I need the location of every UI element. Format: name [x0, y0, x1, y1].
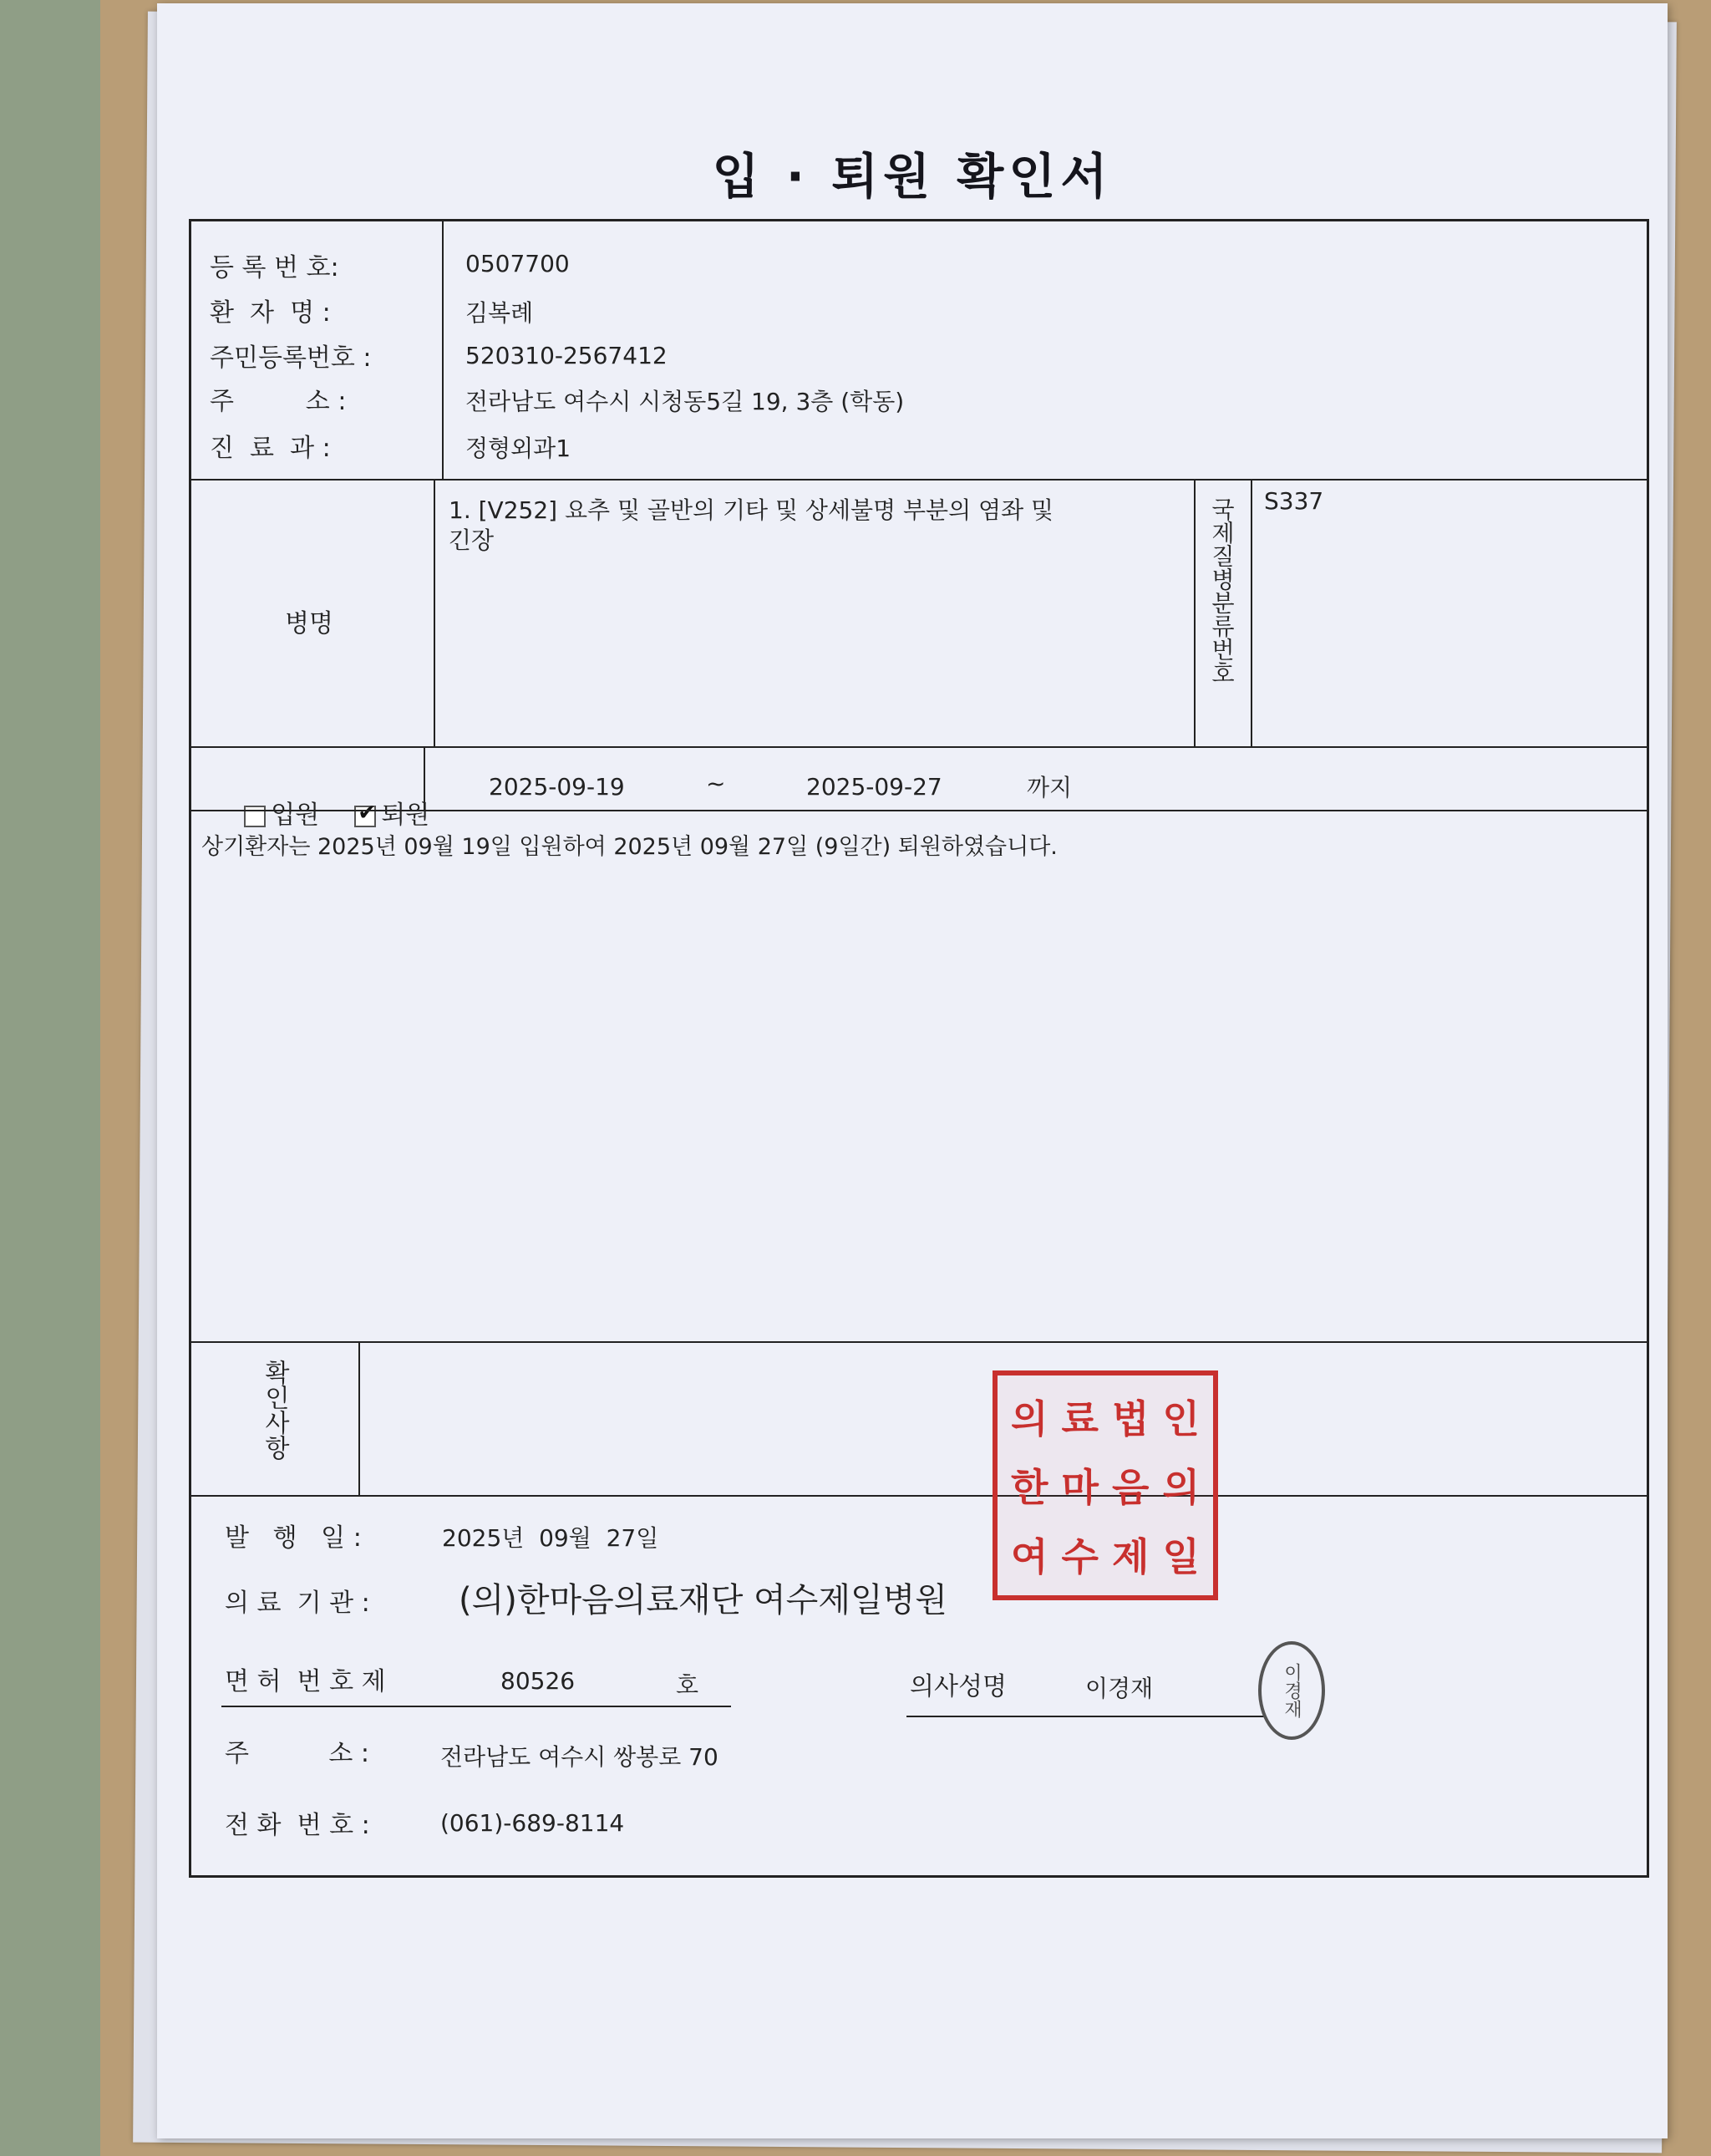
- seal-char: 수: [1061, 1533, 1099, 1579]
- seal-char: 료: [1061, 1396, 1099, 1442]
- discharge-checkbox[interactable]: [354, 800, 377, 827]
- diagnosis-line-1: 1. [V252] 요추 및 골반의 기타 및 상세불명 부분의 염좌 및: [449, 496, 1054, 524]
- issue-date-label: 발 행 일 :: [225, 1523, 362, 1553]
- admission-label: 입원: [271, 801, 320, 830]
- stay-start-date: 2025-09-19: [489, 773, 625, 801]
- license-underline: [221, 1706, 731, 1707]
- seal-char: 음: [1112, 1465, 1150, 1511]
- phone-value: (061)-689-8114: [440, 1809, 625, 1837]
- icd-code-value: S337: [1264, 487, 1324, 515]
- discharge-label: 퇴원: [381, 801, 430, 830]
- seal-characters: [1004, 1382, 1206, 1589]
- address-label: 주 소 :: [210, 387, 347, 416]
- stay-end-date: 2025-09-27: [806, 773, 942, 801]
- divider: [191, 746, 1647, 748]
- divider: [1194, 479, 1196, 746]
- statement-text: 상기환자는 2025년 09월 19일 입원하여 2025년 09월 27일 (9일간) 퇴원하였습니다.: [201, 834, 1058, 860]
- seal-char: 일: [1162, 1533, 1200, 1579]
- admission-checkbox[interactable]: [244, 806, 266, 827]
- diagnosis-label: 병명: [285, 609, 333, 638]
- dept-value: 정형외과1: [465, 435, 571, 462]
- doctor-name: 이경재: [1085, 1675, 1154, 1702]
- icd-code-label: 국제질병분류번호: [1208, 497, 1236, 684]
- reg-no-label: 등 록 번 호:: [210, 253, 339, 282]
- stay-tilde: ~: [706, 770, 726, 797]
- inst-address-label: 주 소 :: [225, 1739, 369, 1768]
- check-icon: ✔: [358, 800, 377, 826]
- divider: [191, 479, 1647, 481]
- divider: [434, 479, 435, 746]
- seal-char: 의: [1162, 1465, 1200, 1511]
- inst-address-value: 전라남도 여수시 쌍봉로 70: [440, 1743, 718, 1771]
- diagnosis-line-2: 긴장: [449, 526, 495, 554]
- seal-char: 여: [1011, 1533, 1048, 1579]
- hospital-seal: [993, 1370, 1218, 1600]
- divider: [191, 1495, 1647, 1497]
- address-value: 전라남도 여수시 시청동5길 19, 3층 (학동): [465, 388, 905, 415]
- rrn-value: 520310-2567412: [465, 342, 668, 369]
- institution-value: (의)한마음의료재단 여수제일병원: [459, 1581, 947, 1620]
- name-value: 김복례: [465, 299, 534, 327]
- divider: [1251, 479, 1252, 746]
- doctor-label: 의사성명: [910, 1672, 1007, 1701]
- seal-char: 제: [1112, 1533, 1150, 1579]
- divider: [358, 1341, 360, 1495]
- license-label: 면 허 번 호 제: [225, 1667, 386, 1696]
- reg-no-value: 0507700: [465, 250, 570, 277]
- name-label: 환 자 명 :: [210, 298, 331, 328]
- divider: [442, 221, 444, 479]
- certificate-page: [157, 3, 1668, 2138]
- issue-date-value: 2025년 09월 27일: [442, 1524, 659, 1552]
- seal-char: 의: [1011, 1396, 1048, 1442]
- license-number: 80526: [500, 1667, 576, 1695]
- confirmation-label: 확인사항: [260, 1360, 289, 1460]
- certificate-form: [189, 219, 1649, 1878]
- seal-char: 법: [1112, 1396, 1150, 1442]
- institution-label: 의 료 기 관 :: [225, 1589, 370, 1618]
- seal-char: 인: [1162, 1396, 1200, 1442]
- document-title: 입 · 퇴원 확인서: [712, 148, 1113, 205]
- dept-label: 진 료 과 :: [210, 434, 331, 463]
- seal-char: 마: [1061, 1465, 1099, 1511]
- doctor-stamp: [1258, 1641, 1325, 1740]
- doctor-stamp-text: 이경재: [1281, 1663, 1302, 1718]
- seal-char: 한: [1011, 1465, 1048, 1511]
- divider: [191, 1341, 1647, 1343]
- divider: [191, 810, 1647, 811]
- stay-until: 까지: [1027, 774, 1073, 801]
- phone-label: 전 화 번 호 :: [225, 1811, 370, 1840]
- license-suffix: 호: [676, 1671, 699, 1699]
- doctor-underline: [906, 1716, 1266, 1717]
- rrn-label: 주민등록번호 :: [210, 343, 372, 373]
